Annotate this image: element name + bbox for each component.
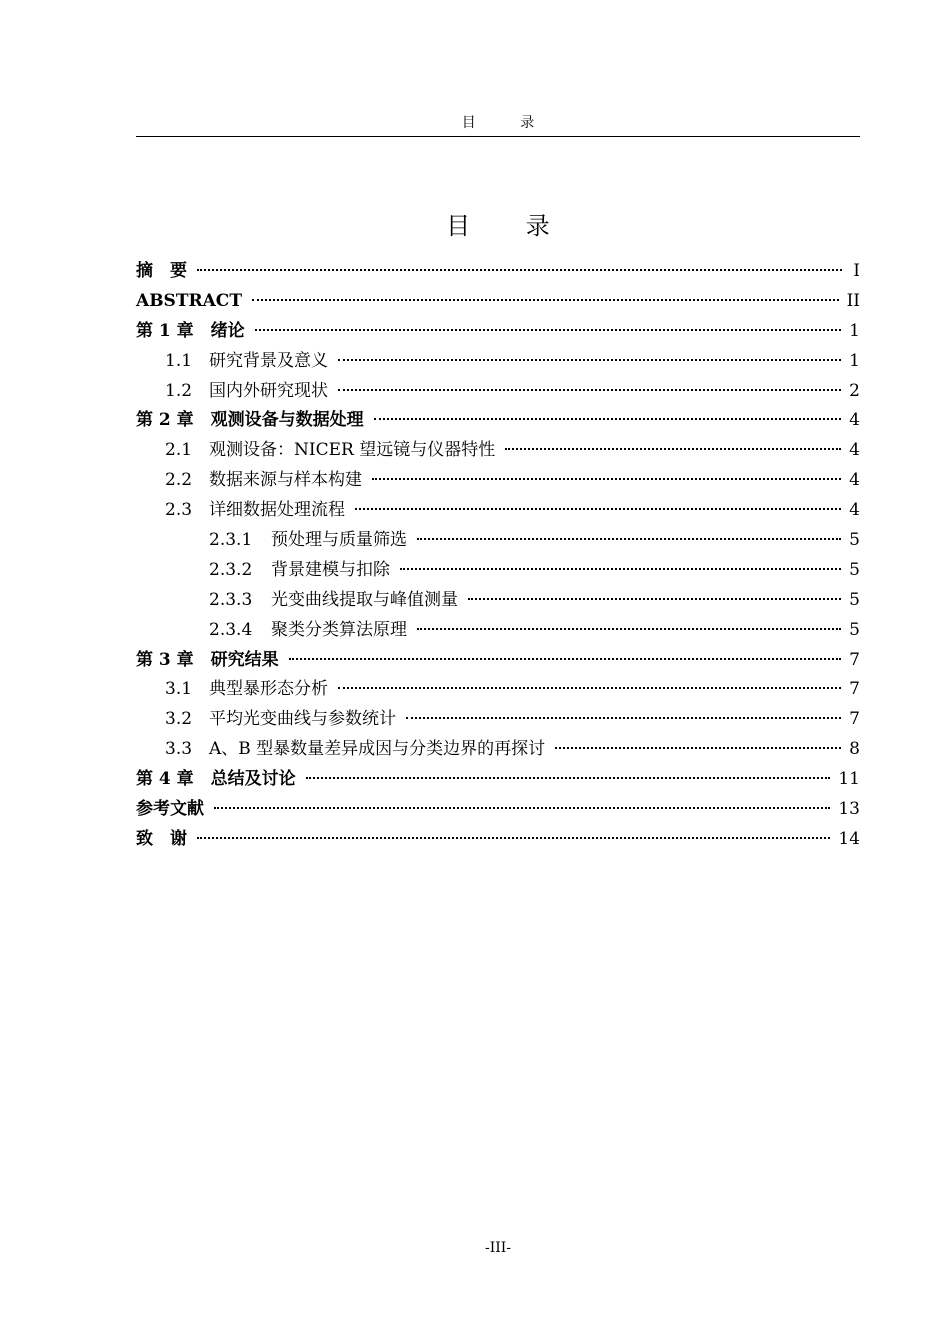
toc-entry-page: 14 xyxy=(838,828,860,849)
toc-entry-page: 8 xyxy=(849,739,860,760)
toc-entry-number: 2.3 xyxy=(165,500,193,521)
toc-dot-leader xyxy=(338,359,841,361)
toc-dot-leader xyxy=(505,448,841,450)
toc-entry[interactable] xyxy=(136,377,860,407)
toc-entry[interactable] xyxy=(136,287,860,317)
header-rule xyxy=(136,136,860,137)
toc-entry-number: 3.2 xyxy=(165,709,193,730)
toc-entry[interactable] xyxy=(136,317,860,347)
toc-entry-label: 摘 要 xyxy=(136,261,187,281)
toc-entry-label: 研究背景及意义 xyxy=(209,350,328,371)
toc-entry[interactable] xyxy=(136,675,860,705)
toc-entry-page: 2 xyxy=(849,380,860,401)
toc-entry[interactable] xyxy=(136,556,860,586)
toc-dot-leader xyxy=(374,418,842,420)
toc-entry-page: 4 xyxy=(849,470,860,491)
toc-entry-number: 2.3.3 xyxy=(209,589,253,610)
page-number: -III- xyxy=(484,1240,512,1256)
toc-entry-page: 11 xyxy=(838,769,860,790)
toc-entry-page: 4 xyxy=(849,500,860,521)
toc-entry-page: 4 xyxy=(849,410,860,431)
page-title: 目 录 xyxy=(446,212,574,240)
toc-entry[interactable] xyxy=(136,347,860,377)
toc-entry-label: 平均光变曲线与参数统计 xyxy=(209,709,396,730)
toc-entry-label: 第 3 章 研究结果 xyxy=(136,649,279,670)
toc-entry-page: 1 xyxy=(849,350,860,371)
toc-entry-label: 光变曲线提取与峰值测量 xyxy=(271,589,458,610)
toc-entry-label: 预处理与质量筛选 xyxy=(271,530,407,551)
toc-entry-number: 3.3 xyxy=(165,739,193,760)
toc-entry-number: 2.3.4 xyxy=(209,619,253,640)
toc-entry-page: 4 xyxy=(849,440,860,461)
toc-entry-label: 第 4 章 总结及讨论 xyxy=(136,769,296,790)
toc-dot-leader xyxy=(372,478,841,480)
toc-dot-leader xyxy=(197,837,830,839)
toc-dot-leader xyxy=(214,807,830,809)
toc-entry-label: 参考文献 xyxy=(136,799,204,820)
toc-dot-leader xyxy=(289,658,842,660)
toc-entry[interactable] xyxy=(136,257,860,287)
toc-entry-page: 13 xyxy=(838,799,860,820)
toc-dot-leader xyxy=(252,299,839,301)
toc-entry-label: 详细数据处理流程 xyxy=(209,500,345,521)
toc-entry[interactable] xyxy=(136,586,860,616)
toc-dot-leader xyxy=(555,747,841,749)
toc-entry[interactable] xyxy=(136,466,860,496)
toc-entry[interactable] xyxy=(136,646,860,676)
toc-entry-number: 2.2 xyxy=(165,470,193,491)
toc-entry-label: ABSTRACT xyxy=(136,290,242,311)
toc-dot-leader xyxy=(306,777,831,779)
toc-entry-page: 7 xyxy=(849,709,860,730)
toc-dot-leader xyxy=(338,687,841,689)
toc-entry-number: 1.1 xyxy=(165,350,193,371)
toc-entry-number: 3.1 xyxy=(165,679,193,700)
toc-dot-leader xyxy=(197,269,842,271)
toc-entry[interactable] xyxy=(136,705,860,735)
toc-entry-label: 致 谢 xyxy=(136,828,187,849)
toc-entry[interactable] xyxy=(136,795,860,825)
toc-entry-label: 典型暴形态分析 xyxy=(209,679,328,700)
toc-entry-page: 7 xyxy=(849,649,860,670)
toc-entry[interactable] xyxy=(136,616,860,646)
toc-entry[interactable] xyxy=(136,436,860,466)
toc-dot-leader xyxy=(400,568,841,570)
toc-dot-leader xyxy=(355,508,841,510)
toc-entry-label: 数据来源与样本构建 xyxy=(209,470,362,491)
toc-entry-number: 2.3.1 xyxy=(209,530,253,551)
toc-entry-page: 5 xyxy=(849,619,860,640)
toc-entry-label: 聚类分类算法原理 xyxy=(271,619,407,640)
toc-entry[interactable] xyxy=(136,526,860,556)
toc-entry-page: II xyxy=(846,290,860,311)
toc-entry-number: 1.2 xyxy=(165,380,193,401)
toc-dot-leader xyxy=(406,717,841,719)
toc-entry-page: I xyxy=(853,261,860,281)
toc-entry-page: 1 xyxy=(849,320,860,341)
running-header: 目 录 xyxy=(461,115,555,131)
toc-dot-leader xyxy=(338,389,841,391)
toc-entry[interactable] xyxy=(136,735,860,765)
toc-entry-label: 观测设备：NICER 望远镜与仪器特性 xyxy=(209,440,496,461)
toc-entry-number: 2.3.2 xyxy=(209,559,253,580)
toc-entry-label: 国内外研究现状 xyxy=(209,380,328,401)
toc-entry-page: 5 xyxy=(849,530,860,551)
toc-entry-page: 5 xyxy=(849,559,860,580)
toc-entry[interactable] xyxy=(136,765,860,795)
toc-dot-leader xyxy=(417,538,841,540)
toc-entry-label: A、B 型暴数量差异成因与分类边界的再探讨 xyxy=(209,739,546,760)
toc-entry[interactable] xyxy=(136,825,860,855)
table-of-contents xyxy=(136,257,860,855)
toc-entry[interactable] xyxy=(136,496,860,526)
toc-dot-leader xyxy=(255,329,842,331)
toc-entry-label: 第 2 章 观测设备与数据处理 xyxy=(136,410,364,431)
toc-entry-page: 7 xyxy=(849,679,860,700)
toc-entry-number: 2.1 xyxy=(165,440,193,461)
toc-dot-leader xyxy=(468,598,841,600)
toc-entry-label: 背景建模与扣除 xyxy=(271,559,390,580)
toc-entry[interactable] xyxy=(136,406,860,436)
toc-entry-page: 5 xyxy=(849,589,860,610)
toc-entry-label: 第 1 章 绪论 xyxy=(136,320,245,341)
toc-dot-leader xyxy=(417,628,841,630)
